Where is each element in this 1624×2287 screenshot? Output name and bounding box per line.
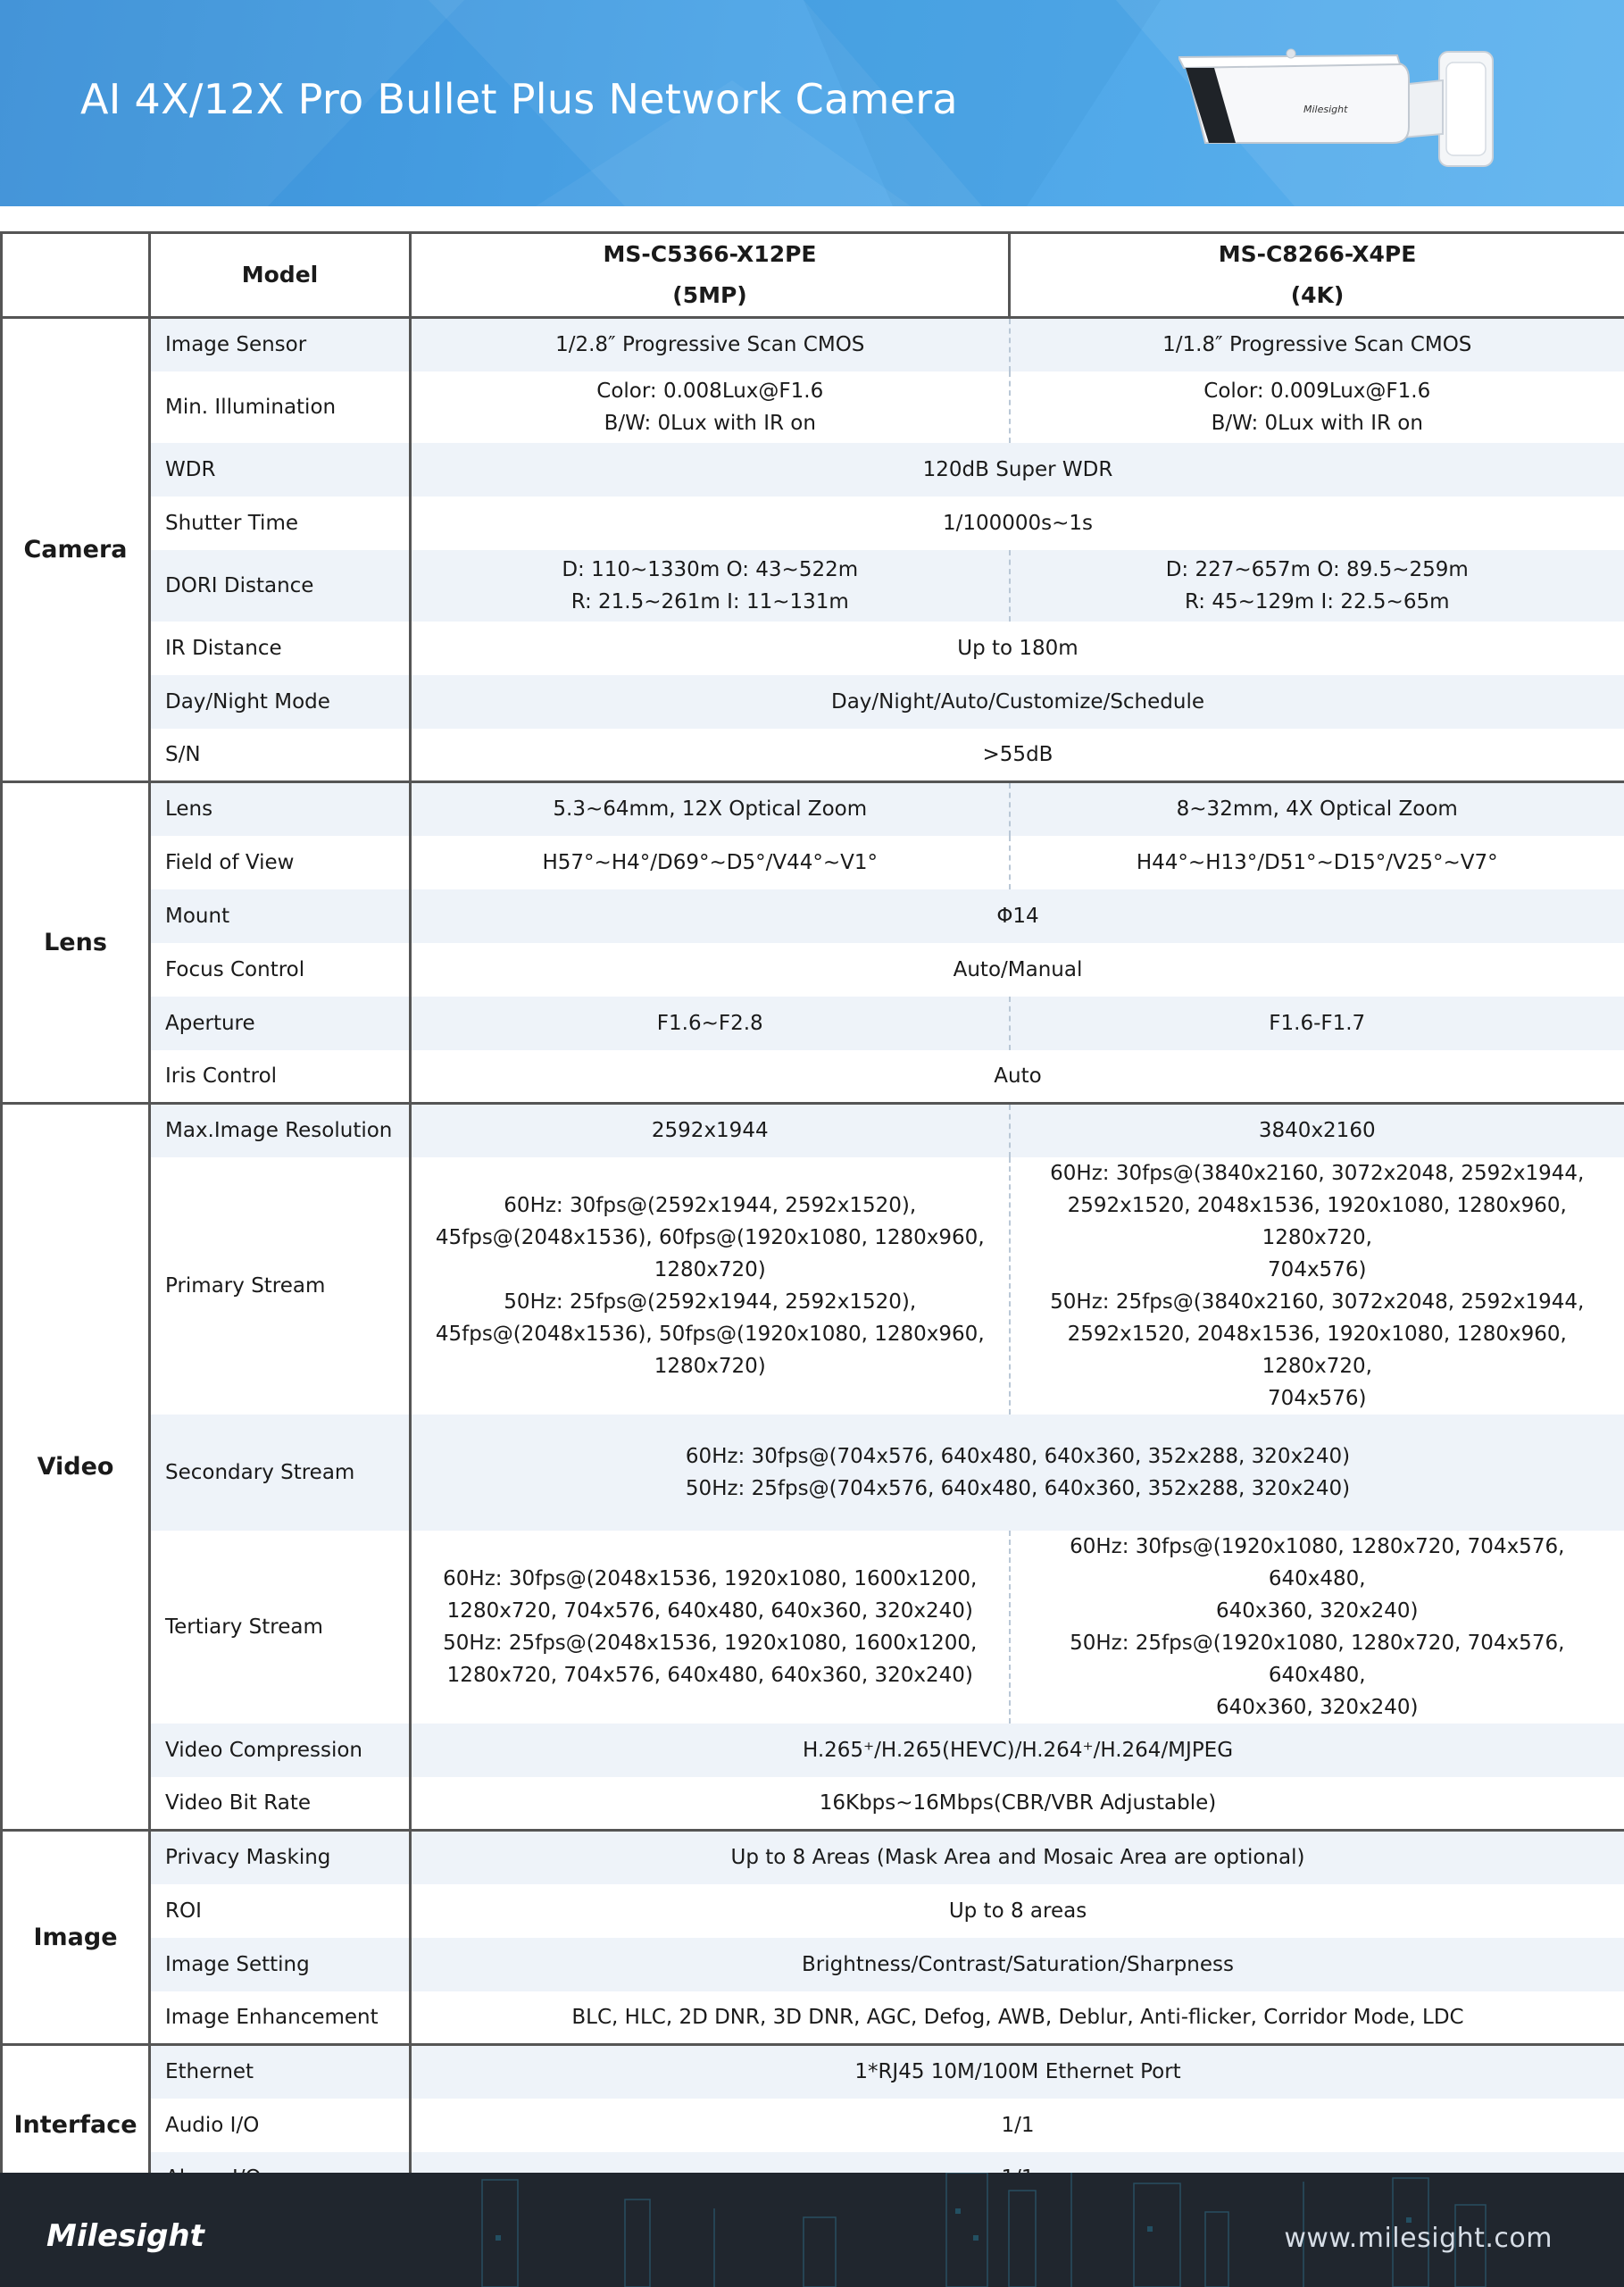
- table-row: [2, 2099, 1624, 2152]
- spec-label: Lens: [150, 782, 411, 836]
- spec-value-line: 120dB Super WDR: [922, 457, 1113, 481]
- model-header-label: Model: [150, 233, 411, 318]
- spec-value-model-a: [411, 371, 1010, 443]
- milesight-logo: [46, 2212, 207, 2257]
- spec-value-line: B/W: 0Lux with IR on: [1211, 411, 1423, 435]
- table-row: [2, 1831, 1624, 1884]
- spec-label: Audio I/O: [150, 2099, 411, 2152]
- bullet-camera-image: [1178, 45, 1500, 179]
- spec-value-model-a: [411, 997, 1010, 1050]
- table-row: [2, 889, 1624, 943]
- spec-value-line: 704x576): [1268, 1386, 1367, 1410]
- spec-value-line: Up to 180m: [957, 636, 1079, 660]
- table-row: [2, 1777, 1624, 1831]
- table-header-row: [2, 233, 1624, 318]
- spec-value-line: 50Hz: 25fps@(3840x2160, 3072x2048, 2592x1944,: [1050, 1290, 1585, 1314]
- spec-value-line: Φ14: [996, 904, 1039, 928]
- spec-value-line: D: 110~1330m O: 43~522m: [562, 557, 859, 581]
- spec-value-shared: [411, 2045, 1624, 2099]
- spec-label: Primary Stream: [150, 1157, 411, 1415]
- spec-value-line: 1/2.8″ Progressive Scan CMOS: [555, 333, 865, 357]
- spec-value-line: 2592x1520, 2048x1536, 1920x1080, 1280x960, 1280x720,: [1067, 1193, 1567, 1249]
- spec-label: ROI: [150, 1884, 411, 1938]
- spec-value-model-b: [1010, 997, 1624, 1050]
- spec-value-line: 60Hz: 30fps@(2592x1944, 2592x1520),: [504, 1193, 917, 1217]
- website-url: www.milesight.com: [1284, 2223, 1553, 2254]
- page-title: AI 4X/12X Pro Bullet Plus Network Camera: [80, 75, 958, 123]
- spec-label: Field of View: [150, 836, 411, 889]
- table-row: [2, 997, 1624, 1050]
- svg-text:Milesight: Milesight: [46, 2218, 204, 2254]
- spec-value-shared: [411, 729, 1624, 782]
- spec-label: Mount: [150, 889, 411, 943]
- spec-label: Image Sensor: [150, 318, 411, 371]
- spec-value-model-a: [411, 836, 1010, 889]
- spec-value-line: 1280x720): [654, 1354, 766, 1378]
- spec-value-model-a: [411, 318, 1010, 371]
- spec-value-line: Up to 8 Areas (Mask Area and Mosaic Area are optional): [730, 1846, 1305, 1870]
- spec-value-line: BLC, HLC, 2D DNR, 3D DNR, AGC, Defog, AWB, Deblur, Anti-flicker, Corridor Mode, LDC: [571, 2005, 1464, 2029]
- table-row: [2, 1884, 1624, 1938]
- table-row: [2, 371, 1624, 443]
- spec-label: Aperture: [150, 997, 411, 1050]
- spec-value-line: 60Hz: 30fps@(2048x1536, 1920x1080, 1600x1200,: [443, 1566, 978, 1590]
- spec-value-line: 1280x720, 704x576, 640x480, 640x360, 320x240): [446, 1598, 973, 1623]
- spec-value-line: 1*RJ45 10M/100M Ethernet Port: [854, 2060, 1181, 2084]
- spec-label: Secondary Stream: [150, 1415, 411, 1531]
- spec-label: DORI Distance: [150, 550, 411, 622]
- spec-value-line: H44°~H13°/D51°~D15°/V25°~V7°: [1136, 850, 1498, 874]
- spec-value-shared: [411, 2099, 1624, 2152]
- spec-label: WDR: [150, 443, 411, 497]
- spec-value-shared: [411, 1991, 1624, 2045]
- spec-label: Image Enhancement: [150, 1991, 411, 2045]
- table-row: [2, 1050, 1624, 1104]
- spec-value-shared: [411, 497, 1624, 550]
- spec-value-line: 1/100000s~1s: [942, 511, 1094, 535]
- spec-value-line: 1280x720): [654, 1257, 766, 1281]
- table-row: [2, 622, 1624, 675]
- spec-label: Min. Illumination: [150, 371, 411, 443]
- spec-label: Max.Image Resolution: [150, 1104, 411, 1157]
- spec-value-line: H57°~H4°/D69°~D5°/V44°~V1°: [542, 850, 878, 874]
- spec-value-line: 2592x1944: [651, 1119, 769, 1143]
- spec-label: Ethernet: [150, 2045, 411, 2099]
- spec-label: Shutter Time: [150, 497, 411, 550]
- spec-value-model-b: [1010, 782, 1624, 836]
- spec-value-line: Brightness/Contrast/Saturation/Sharpness: [802, 1952, 1234, 1976]
- spec-label: Iris Control: [150, 1050, 411, 1104]
- table-row: [2, 1531, 1624, 1724]
- spec-value-line: Auto/Manual: [953, 957, 1083, 981]
- spec-value-line: R: 45~129m I: 22.5~65m: [1185, 589, 1450, 613]
- table-row: [2, 1938, 1624, 1991]
- spec-value-line: 50Hz: 25fps@(2048x1536, 1920x1080, 1600x1200,: [443, 1631, 978, 1655]
- spec-value-shared: [411, 443, 1624, 497]
- spec-label: Image Setting: [150, 1938, 411, 1991]
- spec-value-line: Auto: [994, 1064, 1042, 1088]
- table-row: [2, 2045, 1624, 2099]
- spec-value-line: 60Hz: 30fps@(704x576, 640x480, 640x360, 352x288, 320x240): [685, 1444, 1351, 1468]
- spec-value-line: F1.6-F1.7: [1269, 1011, 1366, 1035]
- spec-label: IR Distance: [150, 622, 411, 675]
- spec-value-line: 3840x2160: [1258, 1119, 1376, 1143]
- spec-value-line: 640x360, 320x240): [1216, 1598, 1419, 1623]
- table-row: [2, 729, 1624, 782]
- spec-value-line: F1.6~F2.8: [656, 1011, 763, 1035]
- spec-value-model-b: [1010, 1104, 1624, 1157]
- spec-value-shared: [411, 1831, 1624, 1884]
- specification-table: [0, 231, 1624, 2207]
- spec-value-line: 16Kbps~16Mbps(CBR/VBR Adjustable): [819, 1790, 1217, 1815]
- table-row: [2, 497, 1624, 550]
- spec-label: Privacy Masking: [150, 1831, 411, 1884]
- spec-value-line: 1/1.8″ Progressive Scan CMOS: [1162, 333, 1472, 357]
- model-a-header: MS-C5366-X12PE (5MP): [411, 233, 1010, 318]
- table-row: [2, 1724, 1624, 1777]
- spec-value-shared: [411, 1415, 1624, 1531]
- spec-value-model-b: [1010, 550, 1624, 622]
- spec-value-model-b: [1010, 371, 1624, 443]
- spec-value-line: 8~32mm, 4X Optical Zoom: [1176, 797, 1458, 822]
- footer-bar: [0, 2173, 1624, 2287]
- spec-value-line: 1280x720, 704x576, 640x480, 640x360, 320x240): [446, 1663, 973, 1687]
- spec-value-model-b: [1010, 318, 1624, 371]
- section-label-camera: Camera: [2, 318, 150, 782]
- spec-label: Tertiary Stream: [150, 1531, 411, 1724]
- spec-value-line: 704x576): [1268, 1257, 1367, 1281]
- table-row: [2, 675, 1624, 729]
- spec-value-line: 60Hz: 30fps@(1920x1080, 1280x720, 704x576, 640x480,: [1070, 1534, 1565, 1590]
- spec-value-shared: [411, 1777, 1624, 1831]
- spec-value-line: Color: 0.009Lux@F1.6: [1203, 379, 1431, 403]
- spec-value-model-a: [411, 550, 1010, 622]
- spec-value-line: D: 227~657m O: 89.5~259m: [1165, 557, 1469, 581]
- section-label-video: Video: [2, 1104, 150, 1831]
- table-row: [2, 836, 1624, 889]
- table-row: [2, 318, 1624, 371]
- spec-value-shared: [411, 1050, 1624, 1104]
- spec-value-line: 50Hz: 25fps@(704x576, 640x480, 640x360, 352x288, 320x240): [685, 1476, 1351, 1500]
- spec-value-line: 1/1: [1001, 2113, 1035, 2137]
- spec-value-line: R: 21.5~261m I: 11~131m: [570, 589, 849, 613]
- spec-value-shared: [411, 622, 1624, 675]
- model-b-header: MS-C8266-X4PE (4K): [1010, 233, 1624, 318]
- header-banner: [0, 0, 1624, 206]
- section-label-lens: Lens: [2, 782, 150, 1104]
- spec-value-line: 45fps@(2048x1536), 50fps@(1920x1080, 1280x960,: [435, 1322, 985, 1346]
- spec-value-model-a: [411, 782, 1010, 836]
- spec-value-shared: [411, 1724, 1624, 1777]
- spec-value-model-b: [1010, 1531, 1624, 1724]
- svg-text:Milesight: Milesight: [1303, 104, 1348, 115]
- table-row: [2, 782, 1624, 836]
- spec-label: Day/Night Mode: [150, 675, 411, 729]
- spec-value-line: B/W: 0Lux with IR on: [604, 411, 816, 435]
- spec-label: Focus Control: [150, 943, 411, 997]
- spec-label: Video Bit Rate: [150, 1777, 411, 1831]
- table-row: [2, 443, 1624, 497]
- spec-value-shared: [411, 943, 1624, 997]
- spec-value-model-a: [411, 1104, 1010, 1157]
- spec-value-model-a: [411, 1157, 1010, 1415]
- spec-value-line: 2592x1520, 2048x1536, 1920x1080, 1280x960, 1280x720,: [1067, 1322, 1567, 1378]
- table-row: [2, 1157, 1624, 1415]
- spec-value-line: Color: 0.008Lux@F1.6: [596, 379, 824, 403]
- spec-value-line: 640x360, 320x240): [1216, 1695, 1419, 1719]
- section-label-interface: Interface: [2, 2045, 150, 2206]
- spec-value-line: 50Hz: 25fps@(2592x1944, 2592x1520),: [504, 1290, 917, 1314]
- spec-value-shared: [411, 1938, 1624, 1991]
- spec-value-model-a: [411, 1531, 1010, 1724]
- table-row: [2, 943, 1624, 997]
- table-corner-cell: [2, 233, 150, 318]
- spec-value-line: 5.3~64mm, 12X Optical Zoom: [553, 797, 868, 822]
- table-row: [2, 550, 1624, 622]
- spec-value-line: Day/Night/Auto/Customize/Schedule: [830, 689, 1205, 714]
- spec-value-line: 60Hz: 30fps@(3840x2160, 3072x2048, 2592x1944,: [1050, 1161, 1585, 1185]
- spec-value-shared: [411, 1884, 1624, 1938]
- section-label-image: Image: [2, 1831, 150, 2045]
- spec-value-line: Up to 8 areas: [948, 1899, 1087, 1923]
- spec-value-shared: [411, 675, 1624, 729]
- spec-value-model-b: [1010, 836, 1624, 889]
- spec-value-line: >55dB: [982, 742, 1054, 766]
- spec-value-line: 45fps@(2048x1536), 60fps@(1920x1080, 1280x960,: [435, 1225, 985, 1249]
- table-row: [2, 1415, 1624, 1531]
- table-row: [2, 1991, 1624, 2045]
- spec-label: Video Compression: [150, 1724, 411, 1777]
- spec-value-line: 50Hz: 25fps@(1920x1080, 1280x720, 704x576, 640x480,: [1070, 1631, 1565, 1687]
- spec-value-line: H.265⁺/H.265(HEVC)/H.264⁺/H.264/MJPEG: [802, 1738, 1234, 1762]
- spec-label: S/N: [150, 729, 411, 782]
- spec-value-model-b: [1010, 1157, 1624, 1415]
- spec-value-shared: [411, 889, 1624, 943]
- table-row: [2, 1104, 1624, 1157]
